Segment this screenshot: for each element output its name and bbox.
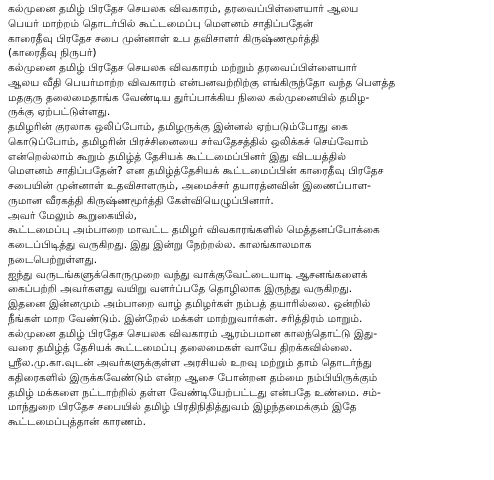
text-line: இதனை இன்னமும் அம்பாறை வாழ் தமிழர்கள் நம்பத் தயாரில்லை. ஒன்றில் (8, 298, 371, 310)
text-line: ருக்கு ஏற்பட்டுள்ளது. (8, 106, 111, 119)
text-line: மாந்துறை பிரதேச சபையில் தமிழ் பிரதிநிதித்துவம் இழந்தமைக்கும் இதே (8, 401, 357, 414)
paragraph-3 (8, 209, 488, 268)
text-line: ருமான வீரகத்தி கிருஷ்ணமூர்த்தி கேள்வியெழுப்பினார். (8, 194, 274, 207)
reporter-credit: (காரைதீவு நிருபர்) (8, 47, 97, 60)
paragraph-1 (8, 61, 488, 120)
paragraph-2 (8, 120, 488, 209)
text-line: சபையின் முன்னாள் உதவிசாளரும், அமைச்சர் தயாரத்னவின் இணைப்பாள- (8, 180, 371, 192)
text-line: மௌனம் சாதிப்பதேன்? என தமிழ்த்தேசியக் கூட்டமைப்பின் காரைதீவு பிரதேச (8, 165, 384, 178)
text-line: வரை தமிழ்த் தேசியக் கூட்டமைப்பு தலைமைகள் வாயே திறக்கவில்லை. (8, 342, 353, 355)
text-line: கல்முனை தமிழ் பிரதேச செயலக விவகாரம் மற்றும் தரவைப்பிள்ளையார் (8, 62, 357, 74)
text-line: கைப்பற்றி அவர்களது வயிறு வளர்ப்பதே தொழிலாக இருந்து வருகிறது. (8, 283, 353, 296)
headline-line: பெயர் மாற்றம் தொடர்பில் கூட்டமைப்பு மௌனம் சாதிப்பதேன் (8, 17, 314, 30)
text-line: என்றெல்லாம் கூறும் தமிழ்த் தேசியக் கூட்டமைப்பினர் இது விடயத்தில் (8, 150, 347, 163)
text-line: கல்முனை தமிழ் பிரதேச செயலக விவகாரம் ஆரம்பமான காலந்தொட்டு இது- (8, 327, 378, 340)
text-line: ஐந்து வருடங்களுக்கொருமுறை வந்து வாக்குவேட்டையாடி ஆசனங்களைக் (8, 268, 368, 281)
paragraph-4 (8, 268, 488, 430)
headline-line: கல்முனை தமிழ் பிரதேச செயலக விவகாரம், தரவைப்பிள்ளையார் ஆலய (8, 3, 359, 15)
text-line: நடைபெற்றுள்ளது. (8, 253, 98, 266)
text-line: ஸ்ரீல.மு.கா.வுடன் அவர்களுக்குள்ள அரசியல் உறவு மற்றும் தாம் தொடர்ந்து (8, 357, 373, 369)
headline-line: காரைதீவு பிரதேச சபை முன்னாள் உப தவிசாளர் கிருஷ்ணமூர்த்தி (8, 32, 320, 45)
headline (8, 2, 488, 61)
text-line: கடைப்பிடித்து வருகிறது. இது இன்று நேற்றல்ல. காலங்காலமாக (8, 239, 312, 251)
text-line: தமிழரின் குரலாக ஒலிப்போம், தமிழருக்கு இன்னல் ஏற்படும்போது கை (8, 121, 348, 133)
text-line: கூட்டமைப்புத்தான் காரணம். (8, 416, 146, 428)
text-line: கொடுப்போம், தமிழரின் பிரச்சினையை சர்வதேசத்தில் ஒலிக்கச் செய்வோம் (8, 135, 369, 148)
text-line: கூட்டமைப்பு அம்பாறை மாவட்ட தமிழர் விவகாரங்களில் மெத்தனப்போக்கை (8, 224, 380, 237)
text-line: அவர் மேலும் கூறுகையில், (8, 209, 137, 222)
text-line: தமிழ் மக்களை நட்டாற்றில் தள்ள வேண்டியேற்பட்டது என்பதே உண்மை. சம்- (8, 386, 381, 399)
text-line: நீங்கள் மாற வேண்டும். இன்றேல் மக்கள் மாற்றுவார்கள். சரித்திரம் மாறும். (8, 312, 363, 325)
text-line: கதிரைகளில் இருக்கவேண்டும் என்ற ஆசை போன்றன தம்மை நம்பியிருக்கும் (8, 371, 378, 384)
text-line: ஆலய வீதி பெயர்மாற்ற விவகாரம் என்பனவற்றிற்கு எங்கிருந்தோ வந்த பௌத்த (8, 76, 396, 89)
text-line: மதகுரு தலைமைதாங்க வேண்டிய துர்ப்பாக்கிய நிலை கல்முனையில் தமிழ- (8, 91, 370, 104)
